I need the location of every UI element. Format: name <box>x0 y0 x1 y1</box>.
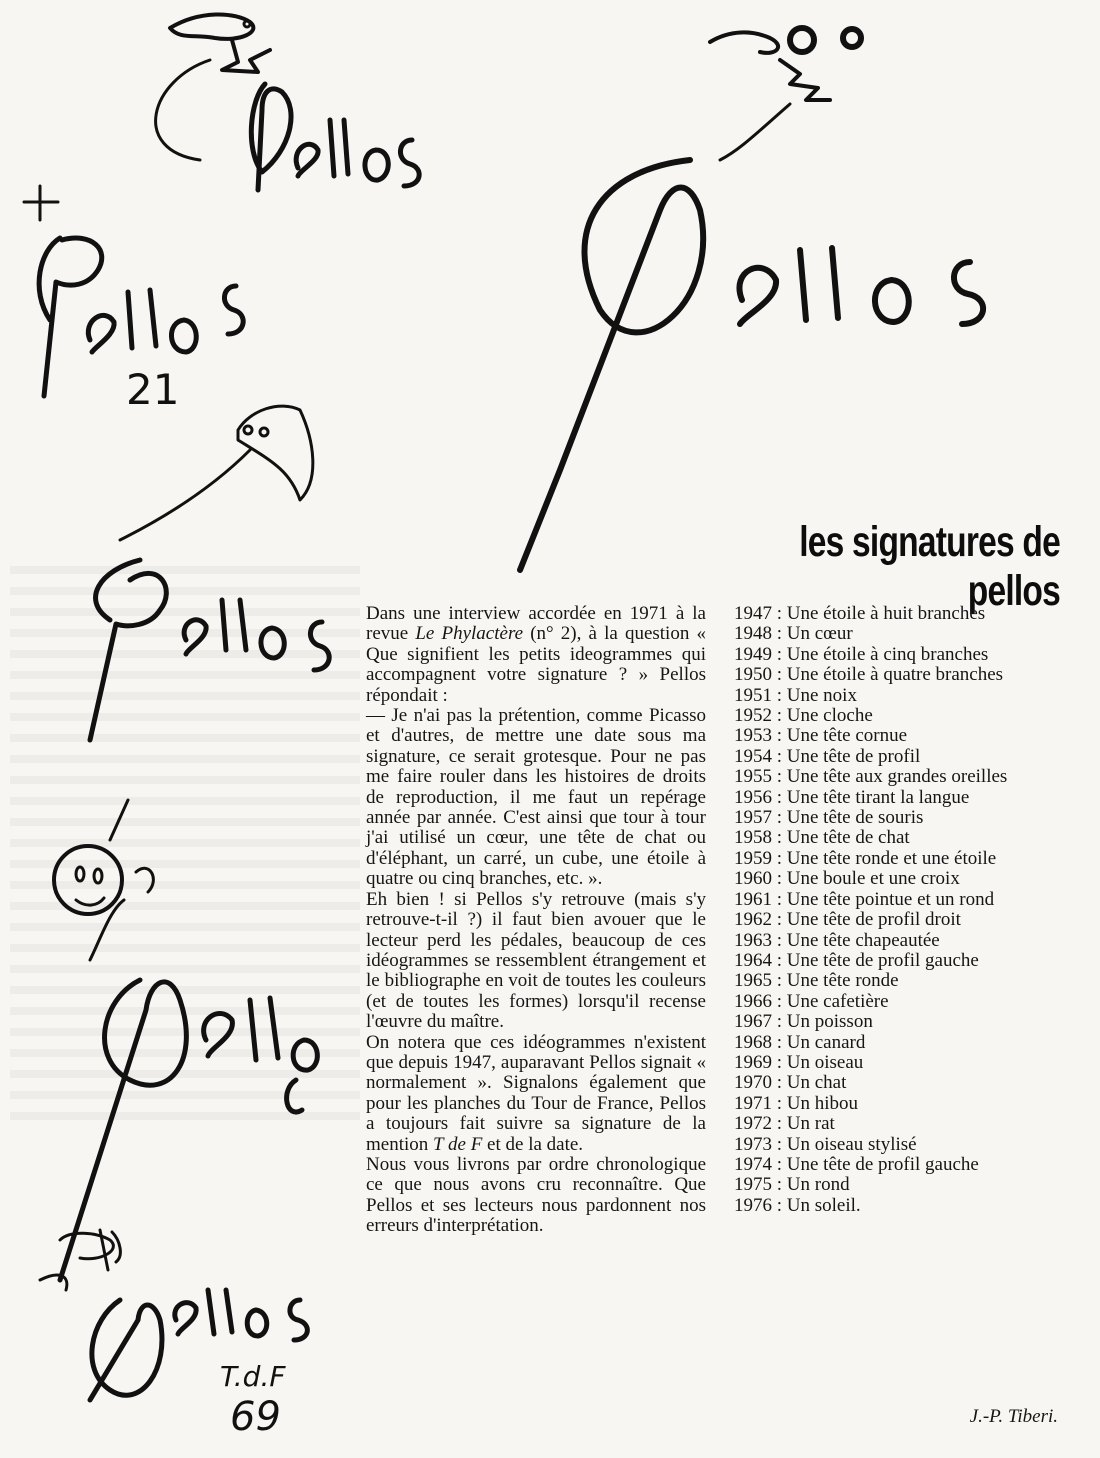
chronology-item: 1964 : Une tête de profil gauche <box>734 949 979 971</box>
chronology-item: 1947 : Une étoile à huit branches <box>734 603 986 624</box>
chronology-description: Un rond <box>786 1174 850 1196</box>
article-paragraph-history: On notera que ces idéogrammes n'existent que depuis 1947, auparavant Pellos signait « normalement ». Signalons également que pour les planches du Tour de France, Pellos a toujours fait suivre sa signature de la mention T de F et de la date. <box>366 1031 706 1155</box>
chronology-year: 1968 <box>734 1031 772 1053</box>
chronology-description: Une tête ronde <box>786 970 899 992</box>
chronology-description: Une tête de profil gauche <box>786 949 979 971</box>
chronology-year: 1958 <box>734 827 772 849</box>
journal-title: Le Phylactère <box>415 623 524 645</box>
chronology-year: 1975 <box>734 1174 772 1196</box>
chronology-description: Un poisson <box>786 1011 873 1033</box>
article-paragraph-quote: — Je n'ai pas la prétention, comme Picasso et d'autres, de mettre une date sous ma signature, ce serait grotesque. Pour ne pas me faire rouler dans les histoires de droits de reproduction, il me faut un repérage année par année. C'est ainsi que tour à tour j'ai utilisé un cœur, une tête de chat ou d'éléphant, un carré, un cube, une étoile à quatre ou cinq branches, etc. ». <box>366 705 706 890</box>
chronology-year: 1959 <box>734 847 772 869</box>
chronology-item: 1960 : Une boule et une croix <box>734 868 960 890</box>
chronology-description: Une cafetière <box>786 990 889 1012</box>
chronology-list <box>734 604 1064 1216</box>
chronology-description: Une tête de profil gauche <box>786 1153 979 1175</box>
chronology-item: 1969 : Un oiseau <box>734 1051 864 1073</box>
chronology-year: 1962 <box>734 909 772 931</box>
chronology-description: Une étoile à quatre branches <box>786 664 1004 686</box>
signature-face <box>54 800 317 1280</box>
chronology-item: 1966 : Une cafetière <box>734 990 889 1012</box>
chronology-item: 1956 : Une tête tirant la langue <box>734 786 970 808</box>
chronology-year: 1952 <box>734 705 772 727</box>
chronology-description: Un rat <box>786 1113 835 1135</box>
chronology-description: Une noix <box>786 684 857 706</box>
chronology-year: 1953 <box>734 725 772 747</box>
chronology-year: 1967 <box>734 1011 772 1033</box>
chronology-year: 1950 <box>734 664 772 686</box>
chronology-item: 1951 : Une noix <box>734 684 857 706</box>
chronology-year: 1969 <box>734 1051 772 1073</box>
chronology-item: 1954 : Une tête de profil <box>734 745 921 767</box>
chronology-item: 1973 : Un oiseau stylisé <box>734 1133 917 1155</box>
chronology-item: 1975 : Un rond <box>734 1174 850 1196</box>
chronology-year: 1955 <box>734 766 772 788</box>
signature-mark-21: 21 <box>126 365 180 414</box>
chronology-item: 1962 : Une tête de profil droit <box>734 909 961 931</box>
chronology-item: 1965 : Une tête ronde <box>734 970 899 992</box>
chronology-description: Une tête ronde et une étoile <box>786 847 997 869</box>
chronology-item: 1970 : Un chat <box>734 1072 847 1094</box>
chronology-item: 1949 : Une étoile à cinq branches <box>734 643 989 665</box>
chronology-item: 1957 : Une tête de souris <box>734 807 924 829</box>
chronology-description: Une tête tirant la langue <box>786 786 970 808</box>
chronology-item: 1952 : Une cloche <box>734 705 873 727</box>
chronology-year: 1947 <box>734 603 772 624</box>
author-signature: J.-P. Tiberi. <box>969 1406 1058 1427</box>
chronology-item: 1950 : Une étoile à quatre branches <box>734 664 1004 686</box>
chronology-year: 1951 <box>734 684 772 706</box>
chronology-description: Une tête pointue et un rond <box>786 888 995 910</box>
chronology-description: Un canard <box>786 1031 866 1053</box>
signature-mark-tdf: T.d.F <box>220 1360 286 1393</box>
signature-top-left <box>156 14 420 190</box>
page-title: les signatures de pellos <box>799 518 1060 615</box>
chronology-description: Un oiseau stylisé <box>786 1133 917 1155</box>
chronology-description: Un oiseau <box>786 1051 864 1073</box>
chronology-description: Une étoile à cinq branches <box>786 643 989 665</box>
chronology-item: 1967 : Un poisson <box>734 1011 873 1033</box>
chronology-description: Une tête de profil droit <box>786 909 961 931</box>
signature-bottom-left <box>40 1230 307 1440</box>
signature-mark-69: 69 <box>230 1394 281 1440</box>
chronology-year: 1973 <box>734 1133 772 1155</box>
chronology-year: 1954 <box>734 745 772 767</box>
chronology-item: 1948 : Un cœur <box>734 623 853 645</box>
chronology-description: Une tête de souris <box>786 807 924 829</box>
chronology-year: 1963 <box>734 929 772 951</box>
chronology-item: 1958 : Une tête de chat <box>734 827 910 849</box>
article-body <box>366 604 706 1237</box>
signature-middle-left <box>90 406 329 740</box>
chronology-year: 1960 <box>734 868 772 890</box>
chronology-description: Une tête chapeautée <box>786 929 940 951</box>
chronology-year: 1956 <box>734 786 772 808</box>
chronology-year: 1972 <box>734 1113 772 1135</box>
chronology-year: 1957 <box>734 807 772 829</box>
chronology-year: 1974 <box>734 1153 772 1175</box>
chronology-description: Une étoile à huit branches <box>786 603 986 624</box>
chronology-year: 1948 <box>734 623 772 645</box>
chronology-item: 1974 : Une tête de profil gauche <box>734 1153 979 1175</box>
chronology-description: Un cœur <box>786 623 853 645</box>
chronology-item: 1968 : Un canard <box>734 1031 866 1053</box>
chronology-description: Une cloche <box>786 705 873 727</box>
signature-top-right <box>520 28 983 570</box>
chronology-description: Une tête de chat <box>786 827 910 849</box>
chronology-description: Un soleil. <box>786 1194 861 1216</box>
chronology-year: 1965 <box>734 970 772 992</box>
chronology-year: 1964 <box>734 949 772 971</box>
chronology-item: 1971 : Un hibou <box>734 1092 859 1114</box>
chronology-year: 1949 <box>734 643 772 665</box>
chronology-description: Une tête de profil <box>786 745 921 767</box>
chronology-description: Un chat <box>786 1072 847 1094</box>
chronology-year: 1970 <box>734 1072 772 1094</box>
tdf-mention: T de F <box>433 1133 483 1155</box>
chronology-item: 1972 : Un rat <box>734 1113 835 1135</box>
chronology-item: 1959 : Une tête ronde et une étoile <box>734 847 997 869</box>
chronology-description: Une tête cornue <box>786 725 908 747</box>
article-paragraph-intro: Dans une interview accordée en 1971 à la revue Le Phylactère (n° 2), à la question « Que signifient les petits ideogrammes qui accompagnent votre signature ? » Pellos répondait : <box>366 603 706 706</box>
article-paragraph-commentary: Eh bien ! si Pellos s'y retrouve (mais s'y retrouve-t-il ?) il faut bien avouer que le lecteur perd les pédales, beaucoup de ces idéogrammes se ressemblent étrangement et le bibliographe en voit de toutes les couleurs (et de toutes les formes) lorsqu'il recense l'œuvre du maître. <box>366 888 706 1033</box>
signature-left-21 <box>24 186 243 414</box>
chronology-item: 1963 : Une tête chapeautée <box>734 929 940 951</box>
chronology-item: 1953 : Une tête cornue <box>734 725 908 747</box>
chronology-description: Une tête aux grandes oreilles <box>786 766 1008 788</box>
chronology-item: 1955 : Une tête aux grandes oreilles <box>734 766 1008 788</box>
chronology-year: 1966 <box>734 990 772 1012</box>
chronology-item: 1976 : Un soleil. <box>734 1194 861 1216</box>
article-paragraph-closing: Nous vous livrons par ordre chronologique ce que nous avons cru reconnaître. Que Pellos et ses lecteurs nous pardonnent nos erreurs d'interprétation. <box>366 1153 706 1237</box>
chronology-description: Un hibou <box>786 1092 859 1114</box>
chronology-description: Une boule et une croix <box>786 868 960 890</box>
chronology-year: 1971 <box>734 1092 772 1114</box>
chronology-year: 1961 <box>734 888 772 910</box>
chronology-item: 1961 : Une tête pointue et un rond <box>734 888 995 910</box>
chronology-year: 1976 <box>734 1194 772 1216</box>
